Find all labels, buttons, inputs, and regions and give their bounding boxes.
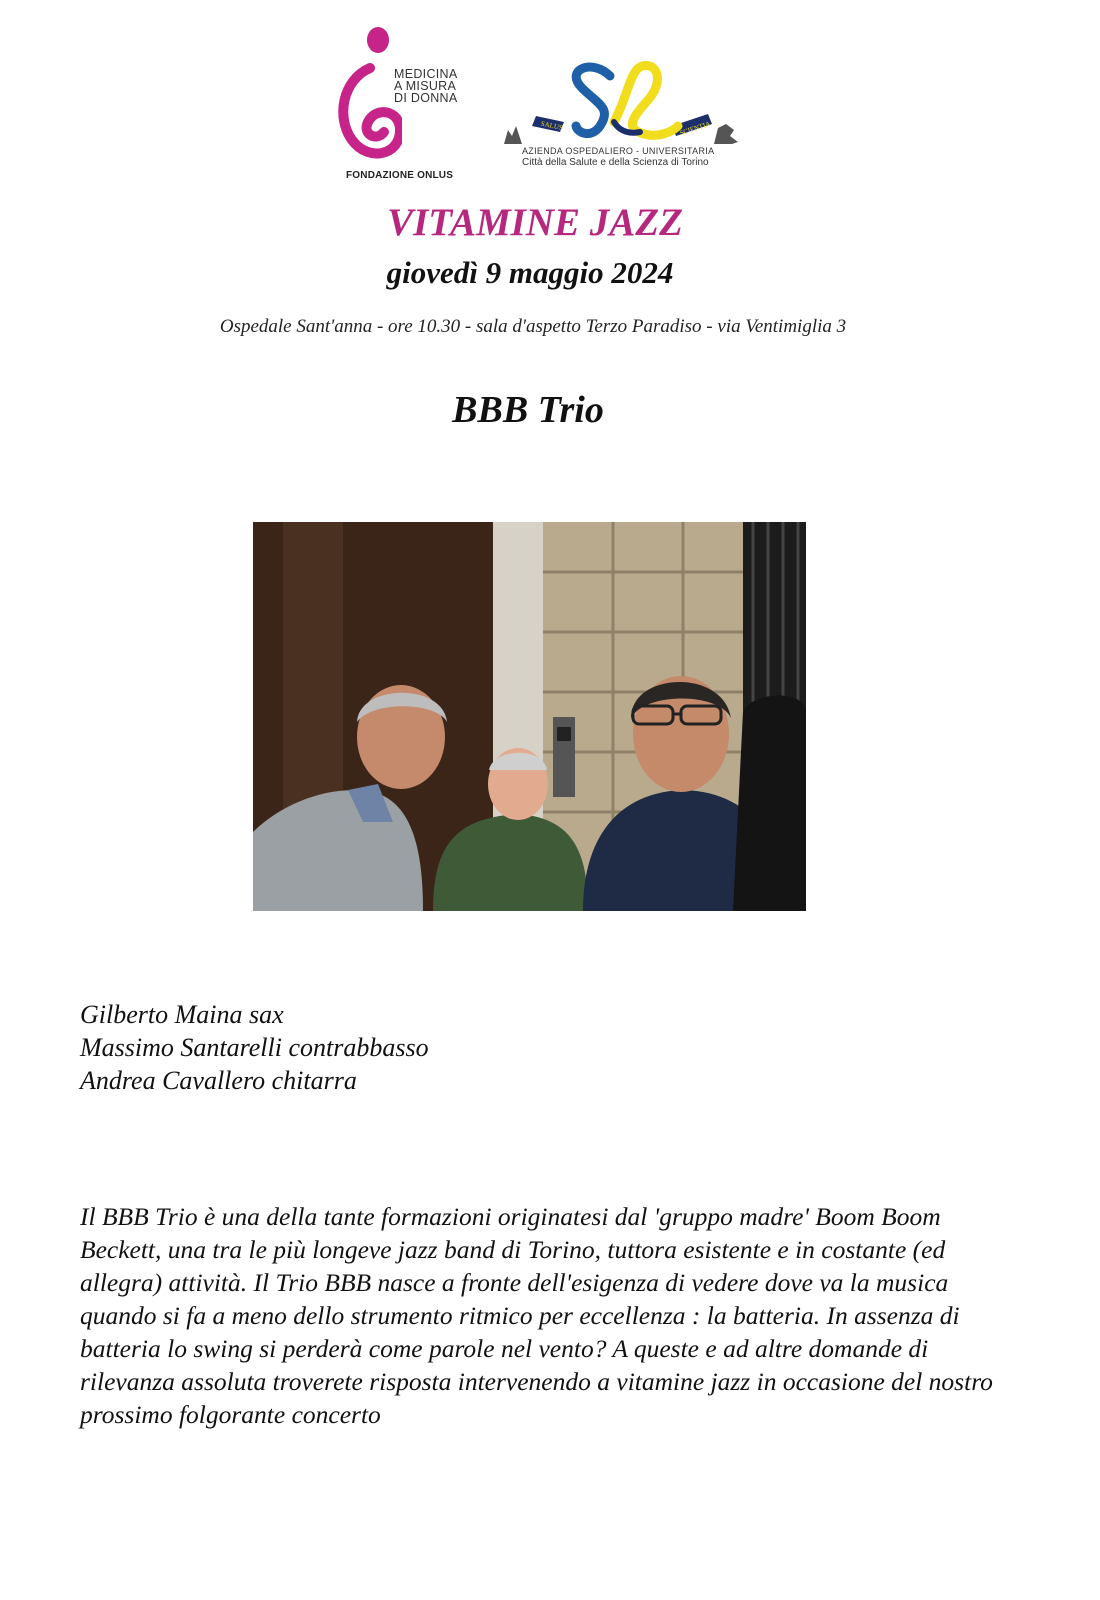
musician-2: Massimo Santarelli contrabbasso [80, 1033, 429, 1062]
medicina-donna-logo [332, 18, 472, 183]
band-photo-image [253, 522, 806, 911]
band-name: BBB Trio [452, 389, 604, 431]
brand-line-3: DI DONNA [394, 91, 458, 105]
foundation-label: FONDAZIONE ONLUS [346, 170, 454, 181]
event-title: VITAMINE JAZZ [387, 201, 683, 244]
citta-salute-logo [502, 56, 752, 178]
brand-line-1: MEDICINA [394, 67, 458, 81]
event-location-info: Ospedale Sant'anna - ore 10.30 - sala d'aspetto Terzo Paradiso - via Ventimiglia 3 [219, 316, 847, 337]
ribbon-left-text: SALUS [540, 119, 564, 133]
org-name-line1: AZIENDA OSPEDALIERO - UNIVERSITARIA [522, 146, 715, 156]
org-name-line2: Città della Salute e della Scienza di Torino [522, 157, 709, 168]
band-photo [253, 522, 806, 911]
musician-3: Andrea Cavallero chitarra [80, 1066, 357, 1095]
band-description: Il BBB Trio è una della tante formazioni originatesi dal 'gruppo madre' Boom Boom Beckett, una tra le più longeve jazz band di Torino, tuttora esistente e in costante (ed allegra) attività. Il Trio BBB nasce a fronte dell'esigenza di vedere dove va la musica quando si fa a meno dello strumento ritmico per eccellenza : la batteria. In assenza di batteria lo swing si perderà come parole nel vento? A queste e ad altre domande di rilevanza assoluta troverete risposta intervenendo a vitamine jazz in occasione del nostro prossimo folgorante concerto [80, 1202, 993, 1429]
salus-scientia-emblem-icon [502, 56, 752, 148]
ribbon-right-text: SCIENTIA [678, 119, 712, 138]
event-date: giovedì 9 maggio 2024 [386, 255, 674, 290]
brand-line-2: A MISURA [394, 79, 457, 93]
musicians-list [80, 998, 429, 1097]
musician-1: Gilberto Maina sax [80, 1000, 284, 1029]
swirl-emblem-icon [332, 18, 402, 168]
